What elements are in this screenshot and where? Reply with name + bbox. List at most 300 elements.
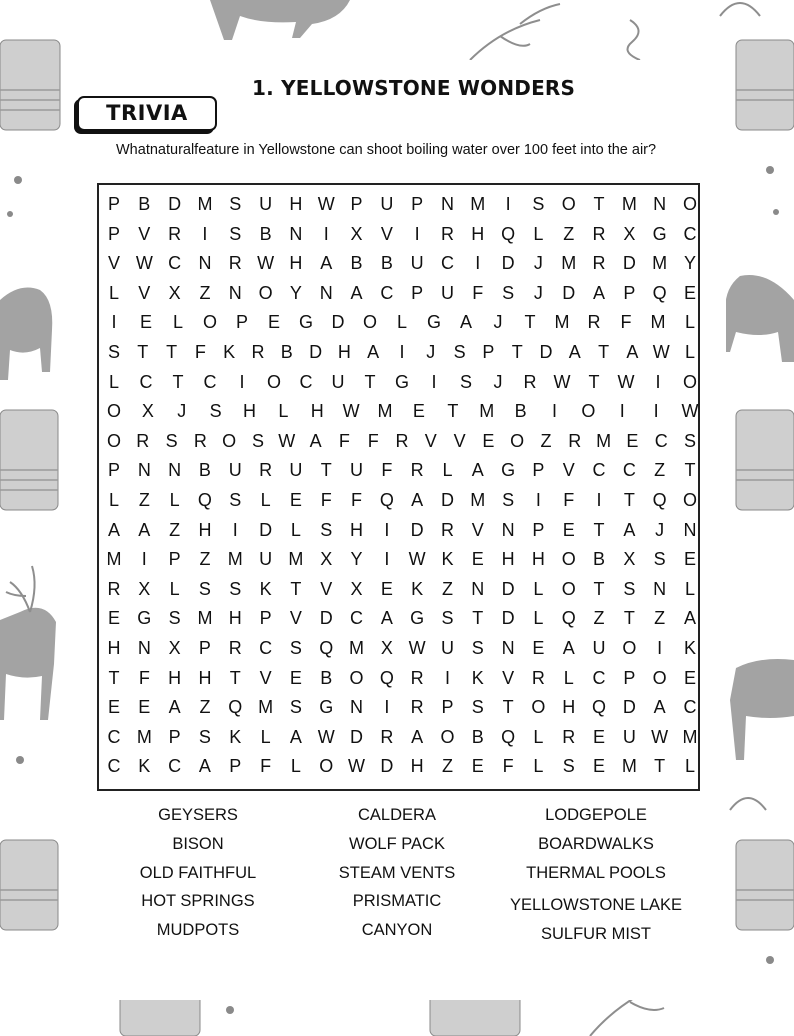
grid-letter[interactable]: R	[193, 430, 207, 451]
grid-letter[interactable]: E	[471, 756, 484, 777]
grid-letter[interactable]: U	[592, 638, 606, 658]
grid-letter[interactable]: L	[169, 490, 180, 510]
grid-letter[interactable]: N	[683, 519, 697, 540]
grid-letter[interactable]: Z	[199, 549, 211, 570]
grid-letter[interactable]: Z	[654, 460, 666, 481]
grid-letter[interactable]: D	[350, 726, 364, 747]
grid-letter[interactable]: M	[479, 401, 495, 422]
grid-letter[interactable]: E	[683, 282, 696, 303]
grid-letter[interactable]: R	[107, 578, 121, 599]
grid-letter[interactable]: T	[166, 342, 178, 362]
grid-letter[interactable]: X	[380, 638, 393, 658]
grid-letter[interactable]: H	[198, 667, 212, 688]
grid-letter[interactable]: E	[532, 638, 545, 658]
grid-letter[interactable]: W	[342, 401, 360, 422]
grid-letter[interactable]: J	[493, 371, 503, 392]
grid-letter[interactable]: S	[532, 194, 545, 214]
grid-letter[interactable]: N	[501, 519, 515, 540]
grid-letter[interactable]: L	[260, 490, 271, 510]
grid-letter[interactable]: L	[278, 401, 289, 422]
grid-letter[interactable]: R	[410, 667, 424, 688]
grid-letter[interactable]: A	[350, 282, 363, 303]
grid-letter[interactable]: J	[533, 253, 543, 274]
grid-letter[interactable]: W	[317, 726, 335, 747]
grid-letter[interactable]: C	[592, 667, 606, 688]
grid-letter[interactable]: C	[107, 726, 121, 747]
grid-letter[interactable]: O	[258, 282, 273, 303]
grid-letter[interactable]: F	[381, 460, 393, 481]
grid-letter[interactable]: R	[395, 430, 409, 451]
grid-letter[interactable]: P	[441, 697, 454, 718]
grid-letter[interactable]: S	[653, 549, 666, 570]
grid-letter[interactable]: N	[319, 282, 333, 303]
grid-letter[interactable]: L	[396, 312, 407, 333]
grid-letter[interactable]: V	[380, 223, 393, 244]
grid-letter[interactable]: H	[410, 756, 424, 777]
grid-letter[interactable]: O	[222, 430, 237, 451]
grid-letter[interactable]: J	[177, 401, 187, 422]
grid-letter[interactable]: W	[652, 342, 670, 362]
grid-letter[interactable]: A	[107, 519, 120, 540]
grid-letter[interactable]: P	[168, 549, 181, 570]
grid-letter[interactable]: B	[593, 549, 606, 570]
grid-letter[interactable]: X	[138, 578, 151, 599]
grid-letter[interactable]: I	[141, 549, 147, 570]
grid-letter[interactable]: I	[505, 194, 511, 214]
grid-letter[interactable]: E	[683, 667, 696, 688]
grid-letter[interactable]: Z	[138, 490, 150, 510]
grid-letter[interactable]: D	[539, 342, 553, 362]
grid-letter[interactable]: G	[394, 371, 409, 392]
grid-letter[interactable]: R	[251, 342, 265, 362]
grid-letter[interactable]: L	[533, 756, 544, 777]
grid-letter[interactable]: Y	[683, 253, 696, 274]
grid-letter[interactable]: T	[472, 608, 484, 629]
grid-letter[interactable]: F	[472, 282, 484, 303]
grid-letter[interactable]: V	[424, 430, 437, 451]
grid-letter[interactable]: R	[228, 638, 242, 658]
grid-letter[interactable]: S	[502, 490, 515, 510]
grid-letter[interactable]: I	[232, 519, 238, 540]
grid-letter[interactable]: H	[501, 549, 515, 570]
grid-letter[interactable]: W	[553, 371, 571, 392]
grid-letter[interactable]: C	[440, 253, 454, 274]
grid-letter[interactable]: Z	[563, 223, 575, 244]
grid-letter[interactable]: H	[471, 223, 485, 244]
grid-letter[interactable]: U	[440, 282, 454, 303]
grid-letter[interactable]: Q	[501, 223, 516, 244]
grid-letter[interactable]: R	[168, 223, 182, 244]
grid-letter[interactable]: F	[138, 667, 150, 688]
grid-letter[interactable]: H	[289, 194, 303, 214]
grid-letter[interactable]: K	[223, 342, 236, 362]
grid-letter[interactable]: A	[411, 726, 424, 747]
grid-letter[interactable]: A	[411, 490, 424, 510]
grid-letter[interactable]: L	[533, 223, 544, 244]
grid-letter[interactable]: O	[319, 756, 334, 777]
grid-letter[interactable]: U	[622, 726, 636, 747]
grid-letter[interactable]: U	[350, 460, 364, 481]
grid-letter[interactable]: P	[623, 282, 636, 303]
grid-letter[interactable]: W	[681, 401, 699, 422]
grid-letter[interactable]: S	[562, 756, 575, 777]
grid-letter[interactable]: Z	[593, 608, 605, 629]
grid-letter[interactable]: R	[440, 223, 454, 244]
grid-letter[interactable]: L	[290, 519, 301, 540]
grid-letter[interactable]: N	[137, 460, 151, 481]
grid-letter[interactable]: Q	[228, 697, 243, 718]
grid-letter[interactable]: A	[568, 342, 581, 362]
grid-letter[interactable]: A	[471, 460, 484, 481]
grid-letter[interactable]: J	[426, 342, 436, 362]
grid-letter[interactable]: N	[137, 638, 151, 658]
grid-letter[interactable]: K	[471, 667, 484, 688]
grid-letter[interactable]: U	[440, 638, 454, 658]
grid-letter[interactable]: A	[168, 697, 181, 718]
grid-letter[interactable]: F	[563, 490, 575, 510]
grid-letter[interactable]: V	[562, 460, 575, 481]
grid-letter[interactable]: K	[229, 726, 242, 747]
grid-letter[interactable]: D	[622, 253, 636, 274]
grid-letter[interactable]: F	[367, 430, 379, 451]
grid-letter[interactable]: V	[259, 667, 272, 688]
grid-letter[interactable]: G	[319, 697, 334, 718]
grid-letter[interactable]: U	[259, 549, 273, 570]
grid-letter[interactable]: P	[229, 756, 242, 777]
grid-letter[interactable]: U	[331, 371, 345, 392]
grid-letter[interactable]: O	[440, 726, 455, 747]
grid-letter[interactable]: W	[617, 371, 635, 392]
grid-letter[interactable]: T	[593, 578, 605, 599]
grid-letter[interactable]: L	[442, 460, 453, 481]
grid-letter[interactable]: M	[136, 726, 152, 747]
grid-letter[interactable]: Q	[379, 667, 394, 688]
grid-letter[interactable]: P	[532, 519, 545, 540]
grid-letter[interactable]: J	[493, 312, 503, 333]
grid-letter[interactable]: R	[587, 312, 601, 333]
grid-letter[interactable]: I	[384, 519, 390, 540]
grid-letter[interactable]: A	[320, 253, 333, 274]
grid-letter[interactable]: S	[229, 578, 242, 599]
grid-letter[interactable]: I	[111, 312, 117, 333]
grid-letter[interactable]: N	[228, 282, 242, 303]
grid-letter[interactable]: S	[471, 697, 484, 718]
grid-letter[interactable]: N	[168, 460, 182, 481]
grid-letter[interactable]: X	[168, 638, 181, 658]
grid-letter[interactable]: T	[290, 578, 302, 599]
grid-letter[interactable]: M	[596, 430, 612, 451]
grid-letter[interactable]: Z	[199, 282, 211, 303]
grid-letter[interactable]: V	[138, 223, 151, 244]
grid-letter[interactable]: O	[561, 194, 576, 214]
grid-letter[interactable]: A	[198, 756, 211, 777]
grid-letter[interactable]: E	[471, 549, 484, 570]
grid-letter[interactable]: X	[320, 549, 333, 570]
grid-letter[interactable]: A	[593, 282, 606, 303]
grid-letter[interactable]: S	[198, 726, 211, 747]
grid-letter[interactable]: S	[165, 430, 178, 451]
grid-letter[interactable]: P	[107, 194, 120, 214]
grid-letter[interactable]: C	[139, 371, 153, 392]
grid-letter[interactable]: C	[683, 697, 697, 718]
grid-letter[interactable]: L	[260, 726, 271, 747]
grid-letter[interactable]: T	[684, 460, 696, 481]
grid-letter[interactable]: V	[107, 253, 120, 274]
grid-letter[interactable]: F	[194, 342, 206, 362]
grid-letter[interactable]: A	[367, 342, 380, 362]
grid-letter[interactable]: O	[682, 490, 697, 510]
grid-letter[interactable]: K	[411, 578, 424, 599]
grid-letter[interactable]: A	[562, 638, 575, 658]
grid-letter[interactable]: I	[384, 549, 390, 570]
grid-letter[interactable]: R	[136, 430, 150, 451]
grid-letter[interactable]: M	[470, 194, 486, 214]
grid-letter[interactable]: M	[621, 756, 637, 777]
grid-letter[interactable]: B	[350, 253, 363, 274]
grid-letter[interactable]: R	[523, 371, 537, 392]
grid-letter[interactable]: O	[510, 430, 525, 451]
grid-letter[interactable]: C	[107, 756, 121, 777]
grid-letter[interactable]: X	[350, 223, 363, 244]
grid-letter[interactable]: O	[561, 549, 576, 570]
grid-letter[interactable]: I	[535, 490, 541, 510]
grid-letter[interactable]: M	[682, 726, 698, 747]
grid-letter[interactable]: H	[350, 519, 364, 540]
grid-letter[interactable]: B	[380, 253, 393, 274]
grid-letter[interactable]: B	[280, 342, 293, 362]
grid-letter[interactable]: J	[655, 519, 665, 540]
grid-letter[interactable]: Q	[319, 638, 334, 658]
grid-letter[interactable]: M	[621, 194, 637, 214]
grid-letter[interactable]: E	[107, 608, 120, 629]
grid-letter[interactable]: J	[533, 282, 543, 303]
grid-letter[interactable]: Z	[199, 697, 211, 718]
grid-letter[interactable]: M	[554, 312, 570, 333]
grid-letter[interactable]: O	[581, 401, 596, 422]
grid-letter[interactable]: X	[623, 223, 636, 244]
grid-letter[interactable]: G	[501, 460, 516, 481]
grid-letter[interactable]: W	[278, 430, 296, 451]
grid-letter[interactable]: P	[411, 194, 424, 214]
grid-letter[interactable]: T	[598, 342, 610, 362]
grid-letter[interactable]: I	[239, 371, 245, 392]
grid-letter[interactable]: E	[289, 490, 302, 510]
grid-letter[interactable]: S	[471, 638, 484, 658]
grid-letter[interactable]: I	[475, 253, 481, 274]
grid-letter[interactable]: H	[562, 697, 576, 718]
grid-letter[interactable]: P	[623, 667, 636, 688]
grid-letter[interactable]: P	[107, 223, 120, 244]
grid-letter[interactable]: A	[653, 697, 666, 718]
grid-letter[interactable]: U	[410, 253, 424, 274]
grid-letter[interactable]: E	[562, 519, 575, 540]
grid-letter[interactable]: O	[682, 371, 697, 392]
grid-letter[interactable]: I	[619, 401, 625, 422]
grid-letter[interactable]: O	[202, 312, 217, 333]
grid-letter[interactable]: S	[209, 401, 222, 422]
grid-letter[interactable]: N	[198, 253, 212, 274]
grid-letter[interactable]: O	[362, 312, 377, 333]
grid-letter[interactable]: T	[593, 519, 605, 540]
grid-letter[interactable]: T	[502, 697, 514, 718]
grid-letter[interactable]: P	[532, 460, 545, 481]
grid-letter[interactable]: M	[377, 401, 393, 422]
grid-letter[interactable]: I	[444, 667, 450, 688]
grid-letter[interactable]: K	[259, 578, 272, 599]
grid-letter[interactable]: S	[251, 430, 264, 451]
grid-letter[interactable]: F	[338, 430, 350, 451]
grid-letter[interactable]: C	[299, 371, 313, 392]
grid-letter[interactable]: C	[380, 282, 394, 303]
grid-letter[interactable]: R	[440, 519, 454, 540]
grid-letter[interactable]: O	[531, 697, 546, 718]
grid-letter[interactable]: H	[243, 401, 257, 422]
grid-letter[interactable]: M	[106, 549, 122, 570]
grid-letter[interactable]: Z	[540, 430, 552, 451]
grid-letter[interactable]: C	[622, 460, 636, 481]
grid-letter[interactable]: D	[410, 519, 424, 540]
grid-letter[interactable]: M	[349, 638, 365, 658]
grid-letter[interactable]: H	[289, 253, 303, 274]
grid-letter[interactable]: F	[320, 490, 332, 510]
grid-letter[interactable]: D	[622, 697, 636, 718]
grid-letter[interactable]: F	[620, 312, 632, 333]
grid-letter[interactable]: L	[533, 608, 544, 629]
grid-letter[interactable]: G	[137, 608, 152, 629]
grid-letter[interactable]: N	[653, 194, 667, 214]
grid-letter[interactable]: L	[108, 490, 119, 510]
grid-letter[interactable]: S	[229, 194, 242, 214]
grid-letter[interactable]: A	[623, 519, 636, 540]
grid-letter[interactable]: H	[228, 608, 242, 629]
grid-letter[interactable]: S	[459, 371, 472, 392]
grid-letter[interactable]: I	[431, 371, 437, 392]
grid-letter[interactable]: W	[408, 549, 426, 570]
grid-letter[interactable]: W	[348, 756, 366, 777]
grid-letter[interactable]: C	[683, 223, 697, 244]
grid-letter[interactable]: K	[441, 549, 454, 570]
grid-letter[interactable]: I	[202, 223, 208, 244]
grid-letter[interactable]: A	[683, 608, 696, 629]
grid-letter[interactable]: W	[257, 253, 275, 274]
grid-letter[interactable]: V	[138, 282, 151, 303]
grid-letter[interactable]: T	[229, 667, 241, 688]
grid-letter[interactable]: B	[514, 401, 527, 422]
grid-letter[interactable]: V	[502, 667, 515, 688]
grid-letter[interactable]: H	[337, 342, 351, 362]
grid-letter[interactable]: Q	[379, 490, 394, 510]
grid-letter[interactable]: W	[135, 253, 153, 274]
grid-letter[interactable]: E	[593, 726, 606, 747]
grid-letter[interactable]: B	[259, 223, 272, 244]
grid-letter[interactable]: O	[622, 638, 637, 658]
grid-letter[interactable]: A	[626, 342, 639, 362]
grid-letter[interactable]: H	[198, 519, 212, 540]
grid-letter[interactable]: Q	[592, 697, 607, 718]
grid-letter[interactable]: Z	[169, 519, 181, 540]
grid-letter[interactable]: V	[471, 519, 484, 540]
grid-letter[interactable]: Q	[652, 282, 667, 303]
grid-letter[interactable]: T	[623, 608, 635, 629]
grid-letter[interactable]: O	[106, 401, 121, 422]
grid-letter[interactable]: V	[453, 430, 466, 451]
grid-letter[interactable]: D	[562, 282, 576, 303]
grid-letter[interactable]: E	[593, 756, 606, 777]
grid-letter[interactable]: L	[563, 667, 574, 688]
grid-letter[interactable]: D	[380, 756, 394, 777]
grid-letter[interactable]: S	[441, 608, 454, 629]
grid-letter[interactable]: S	[168, 608, 181, 629]
grid-letter[interactable]: T	[447, 401, 459, 422]
grid-letter[interactable]: X	[350, 578, 363, 599]
grid-letter[interactable]: D	[331, 312, 345, 333]
grid-letter[interactable]: Z	[441, 578, 453, 599]
grid-letter[interactable]: R	[568, 430, 582, 451]
grid-letter[interactable]: I	[596, 490, 602, 510]
grid-letter[interactable]: I	[655, 371, 661, 392]
grid-letter[interactable]: C	[350, 608, 364, 629]
grid-letter[interactable]: M	[561, 253, 577, 274]
grid-letter[interactable]: C	[592, 460, 606, 481]
grid-letter[interactable]: B	[138, 194, 151, 214]
grid-letter[interactable]: R	[562, 726, 576, 747]
grid-letter[interactable]: X	[168, 282, 181, 303]
grid-letter[interactable]: R	[259, 460, 273, 481]
grid-letter[interactable]: T	[172, 371, 184, 392]
grid-letter[interactable]: L	[684, 578, 695, 599]
grid-letter[interactable]: H	[310, 401, 324, 422]
grid-letter[interactable]: M	[258, 697, 274, 718]
grid-letter[interactable]: T	[524, 312, 536, 333]
grid-letter[interactable]: D	[501, 608, 515, 629]
grid-letter[interactable]: F	[260, 756, 272, 777]
grid-letter[interactable]: R	[380, 726, 394, 747]
grid-letter[interactable]: T	[588, 371, 600, 392]
grid-letter[interactable]: C	[259, 638, 273, 658]
grid-letter[interactable]: S	[289, 697, 302, 718]
grid-letter[interactable]: M	[470, 490, 486, 510]
grid-letter[interactable]: A	[459, 312, 472, 333]
grid-letter[interactable]: G	[652, 223, 667, 244]
grid-letter[interactable]: T	[108, 667, 120, 688]
grid-letter[interactable]: C	[654, 430, 668, 451]
grid-letter[interactable]: L	[533, 578, 544, 599]
grid-letter[interactable]: S	[502, 282, 515, 303]
grid-letter[interactable]: P	[168, 726, 181, 747]
grid-letter[interactable]: Q	[561, 608, 576, 629]
grid-letter[interactable]: U	[228, 460, 242, 481]
grid-letter[interactable]: U	[380, 194, 394, 214]
grid-letter[interactable]: M	[227, 549, 243, 570]
grid-letter[interactable]: E	[267, 312, 280, 333]
grid-letter[interactable]: Y	[289, 282, 302, 303]
grid-letter[interactable]: E	[412, 401, 425, 422]
grid-letter[interactable]: V	[289, 608, 302, 629]
grid-letter[interactable]: S	[320, 519, 333, 540]
grid-letter[interactable]: N	[471, 578, 485, 599]
grid-letter[interactable]: Z	[654, 608, 666, 629]
grid-letter[interactable]: P	[350, 194, 363, 214]
grid-letter[interactable]: D	[501, 578, 515, 599]
grid-letter[interactable]: L	[169, 578, 180, 599]
grid-letter[interactable]: T	[364, 371, 376, 392]
grid-letter[interactable]: N	[440, 194, 454, 214]
grid-letter[interactable]: H	[168, 667, 182, 688]
grid-letter[interactable]: T	[593, 194, 605, 214]
grid-letter[interactable]: I	[551, 401, 557, 422]
grid-letter[interactable]: P	[259, 608, 272, 629]
grid-letter[interactable]: Q	[501, 726, 516, 747]
